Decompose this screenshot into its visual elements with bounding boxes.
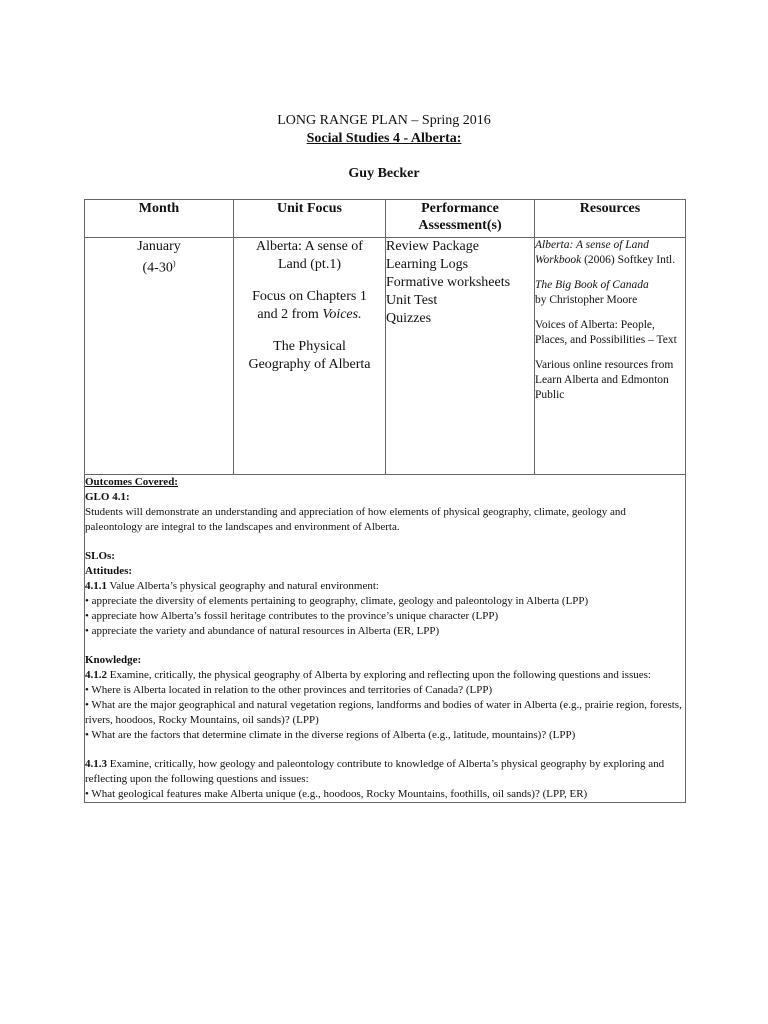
outcomes-row (85, 475, 686, 803)
month-name: January (137, 239, 181, 254)
glo-text: Students will demonstrate an understanding and appreciation of how elements of physical geography, climate, geology and paleontology are integral to the landscapes and environment of Alberta. (85, 506, 626, 533)
unit-focus-cell (234, 238, 386, 475)
focus-title-line2: Land (pt.1) (278, 257, 341, 272)
table-row (85, 238, 686, 475)
focus-topic-line2: Geography of Alberta (248, 357, 371, 372)
assessment-item: Quizzes (386, 311, 432, 326)
resources-cell (535, 238, 686, 475)
assessment-cell (386, 238, 535, 475)
knowledge-label: Knowledge: (85, 654, 142, 666)
header-unit-focus: Unit Focus (234, 200, 386, 238)
header-performance-line1: Performance (421, 201, 499, 216)
list-item: • appreciate the diversity of elements pertaining to geography, climate, geology and paleontology in Alberta (LPP) (85, 595, 589, 607)
title-block (0, 112, 768, 148)
header-resources: Resources (535, 200, 686, 238)
focus-topic-line1: The Physical (273, 339, 346, 354)
header-performance-assessment (386, 200, 535, 238)
attitudes-label: Attitudes: (85, 565, 133, 577)
focus-chapters-line2: and 2 from Voices. (257, 307, 362, 322)
focus-book-title: Voices. (322, 307, 362, 322)
plan-table (84, 199, 686, 803)
list-item: • Where is Alberta located in relation to the other provinces and territories of Canada? (LPP) (85, 684, 493, 696)
outcome-4-1-2: 4.1.2 Examine, critically, the physical geography of Alberta by exploring and reflecting upon the following questions and issues: (85, 669, 651, 681)
plan-title: LONG RANGE PLAN – Spring 2016 (277, 113, 491, 128)
list-item: • What geological features make Alberta unique (e.g., hoodoos, Rocky Mountains, foothills, oil sands)? (LPP, ER) (85, 788, 588, 800)
header-month: Month (85, 200, 234, 238)
course-subtitle: Social Studies 4 - Alberta: (306, 131, 462, 146)
resource-voices-text: Voices of Alberta: People, Places, and Possibilities – Text (535, 319, 677, 346)
assessment-item: Formative worksheets (386, 275, 511, 290)
focus-chapters-line1: Focus on Chapters 1 (252, 289, 367, 304)
resource-online: Various online resources from Learn Alberta and Edmonton Public (535, 359, 674, 401)
resource-big-book: The Big Book of Canada by Christopher Moore (535, 279, 649, 306)
focus-title-line1: Alberta: A sense of (256, 239, 363, 254)
table-header-row (85, 200, 686, 238)
outcomes-heading: Outcomes Covered: (85, 476, 178, 488)
author-name: Guy Becker (348, 166, 420, 181)
assessment-item: Learning Logs (386, 257, 469, 272)
list-item: • What are the major geographical and natural vegetation regions, landforms and bodies of water in Alberta (e.g., prairie region, forests, rivers, hoodoos, Rocky Mountains, oil sands)? (LPP) (85, 699, 682, 726)
month-cell (85, 238, 234, 475)
resource-workbook: Alberta: A sense of Land Workbook (2006) Softkey Intl. (535, 239, 676, 266)
slos-label: SLOs: (85, 550, 115, 562)
list-item: • appreciate the variety and abundance of natural resources in Alberta (ER, LPP) (85, 625, 440, 637)
assessment-item: Unit Test (386, 293, 438, 308)
outcomes-cell (85, 475, 686, 803)
list-item: • What are the factors that determine climate in the diverse regions of Alberta (e.g., latitude, mountains)? (LPP) (85, 729, 576, 741)
outcome-4-1-1: 4.1.1 Value Alberta’s physical geography and natural environment: (85, 580, 379, 592)
outcome-4-1-3: 4.1.3 Examine, critically, how geology and paleontology contribute to knowledge of Alberta’s physical geography by exploring and reflecting upon the following questions and issues: (85, 758, 665, 785)
glo-label: GLO 4.1: (85, 491, 130, 503)
list-item: • appreciate how Alberta’s fossil heritage contributes to the province’s unique character (LPP) (85, 610, 499, 622)
header-performance-line2: Assessment(s) (418, 218, 502, 233)
month-dates: (4-30) (142, 259, 176, 276)
assessment-item: Review Package (386, 239, 479, 254)
